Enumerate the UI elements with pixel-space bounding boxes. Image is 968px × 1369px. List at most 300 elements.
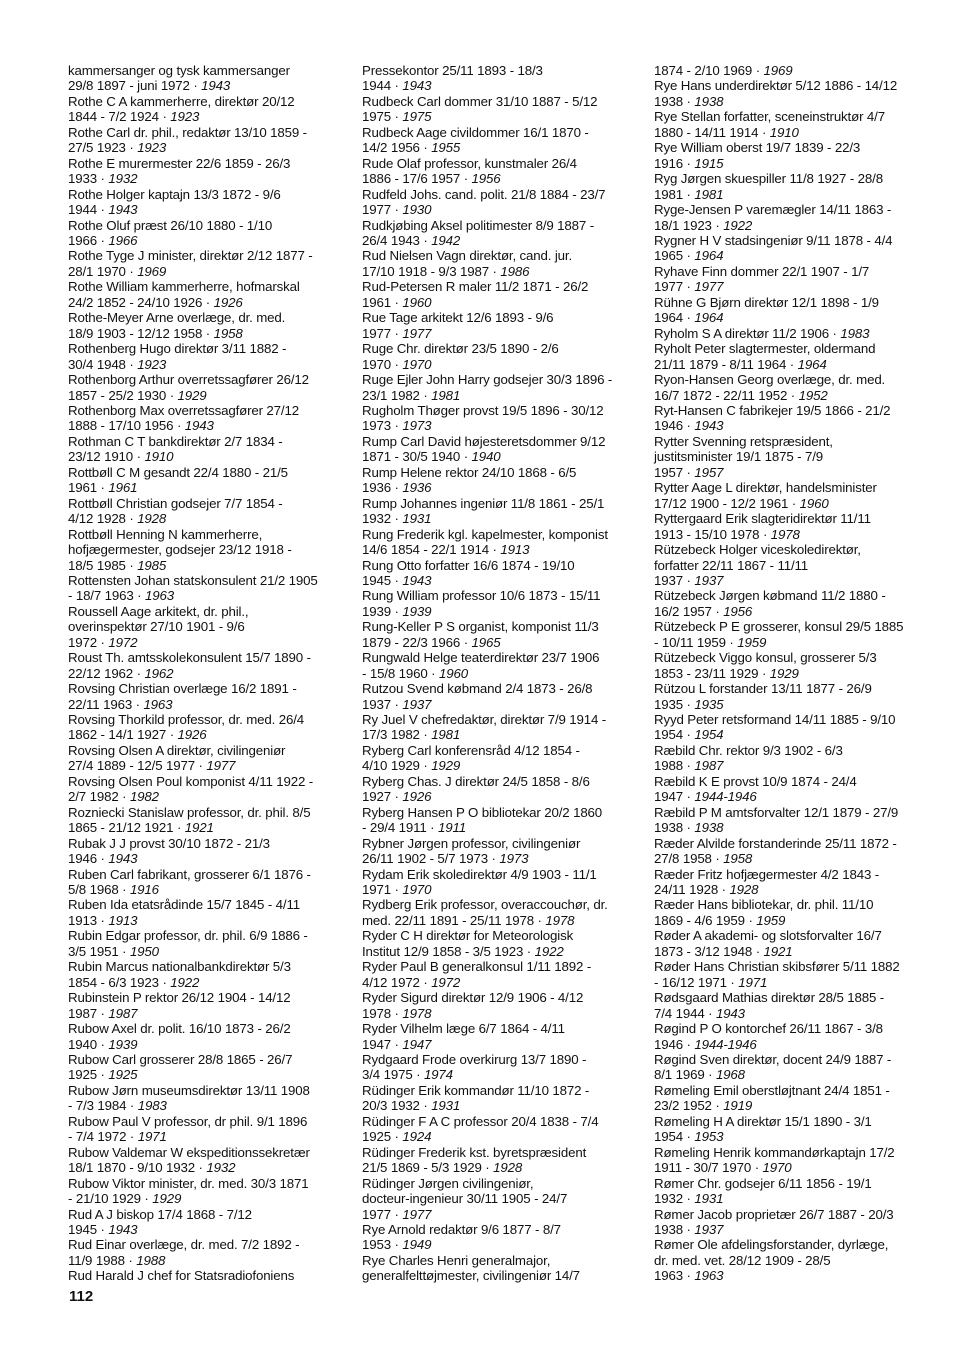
entry-text: Rottbøll Christian godsejer 7/7 1854 - [68,495,283,511]
entry-text: 1873 - 3/12 1948 [654,943,753,959]
column-2 [362,63,644,1284]
entry-line [654,1114,944,1129]
entry-text: 1972 [68,634,97,650]
entry-text: 1886 - 17/6 1957 [362,171,461,187]
entry-year: 1953 [694,1129,724,1145]
entry-text: Rye William oberst 19/7 1839 - 22/3 [654,140,861,156]
register-entry [362,990,644,1021]
entry-line [654,341,944,356]
register-entry [654,341,944,372]
entry-text: Rydgaard Frode overkirurg 13/7 1890 - [362,1052,587,1067]
entry-line: 1961 · 1961 [68,480,138,496]
entry-line: 1935 · 1935 [654,696,724,712]
entry-year: 1931 [694,1191,724,1207]
register-entry [362,527,644,558]
entry-line [654,1021,944,1036]
entry-line: 1947 · 1947 [362,1036,432,1052]
register-entry [68,465,346,496]
entry-line [68,1176,346,1191]
entry-line: 5/8 1968 · 1916 [68,882,159,898]
register-entry [68,1052,346,1083]
register-entry [654,1114,944,1145]
entry-line: 1981 · 1981 [654,186,724,202]
entry-text: 18/1 1870 - 9/10 1932 [68,1160,195,1176]
entry-line: 1938 · 1938 [654,820,724,836]
entry-text: 1946 [654,1036,683,1052]
entry-text: Rützou L forstander 13/11 1877 - 26/9 [654,681,872,697]
entry-text: Rud-Petersen R maler 11/2 1871 - 26/2 [362,279,589,295]
entry-text: Rutzou Svend købmand 2/4 1873 - 26/8 [362,681,593,697]
entry-line [362,125,644,140]
entry-line [68,465,346,480]
entry-line: 1911 - 30/7 1970 · 1970 [654,1160,792,1176]
entry-text: 14/2 1956 [362,140,420,156]
entry-text: Rung-Keller P S organist, komponist 11/3 [362,619,599,635]
entry-text: 29/8 1897 - juni 1972 [68,78,190,94]
entry-text: - 29/4 1911 [362,820,427,836]
entry-year: 1942 [431,232,461,248]
register-entry [654,295,944,326]
register-entry [362,1222,644,1253]
register-entry [68,1114,346,1145]
entry-year: 1977 [206,758,236,774]
register-entry [68,94,346,125]
entry-text: Ræder Alvilde forstanderinde 25/11 1872 - [654,835,897,851]
entry-text: 1911 - 30/7 1970 [654,1160,752,1176]
entry-line: 29/8 1897 - juni 1972 · 1943 [68,78,231,94]
entry-line [362,1176,644,1191]
entry-text: Rützebeck Viggo konsul, grosserer 5/3 [654,650,877,666]
entry-line: 16/7 1872 - 22/11 1952 · 1952 [654,387,828,403]
entry-line [362,1021,644,1036]
entry-line: 1873 - 3/12 1948 · 1921 [654,943,793,959]
entry-line [654,295,944,310]
entry-line: 1936 · 1936 [362,480,432,496]
entry-line [68,542,346,557]
register-entry [362,496,644,527]
entry-line [362,1222,644,1237]
entry-line: 1913 · 1913 [68,912,138,928]
entry-line: 1888 - 17/10 1956 · 1943 [68,418,214,434]
entry-text: 3/4 1975 [362,1067,413,1083]
entry-year: 1970 [402,356,432,372]
entry-text: Ræbild K E provst 10/9 1874 - 24/4 [654,773,857,789]
register-entry [362,156,644,187]
entry-line [68,1021,346,1036]
register-entry [654,511,944,542]
entry-year: 1929 [177,387,207,403]
register-entry [68,1083,346,1114]
entry-text: Ryge-Jensen P varemægler 14/11 1863 - [654,202,892,218]
entry-text: Rothe Holger kaptajn 13/3 1872 - 9/6 [68,186,281,202]
entry-year: 1938 [694,93,724,109]
entry-line [68,867,346,882]
register-entry [68,1021,346,1052]
entry-text: Rützebeck Jørgen købmand 11/2 1880 - [654,588,886,604]
entry-year: 1981 [694,186,724,202]
entry-year: 1928 [137,511,167,527]
register-entry [654,63,944,78]
entry-text: 1945 [68,1221,97,1237]
entry-line: 30/4 1948 · 1923 [68,356,167,372]
entry-year: 1939 [108,1036,138,1052]
entry-year: 1988 [136,1252,166,1268]
register-entry [362,774,644,805]
entry-text: 21/11 1879 - 8/11 1964 [654,356,787,372]
entry-text: Rud Einar overlæge, dr. med. 7/2 1892 - [68,1237,300,1253]
entry-year: 1977 [694,279,724,295]
entry-line: 26/11 1902 - 5/7 1973 · 1973 [362,851,529,867]
entry-line: 1973 · 1973 [362,418,432,434]
entry-text: Ryder Paul B generalkonsul 1/11 1892 - [362,959,592,975]
entry-line: 27/5 1923 · 1923 [68,140,167,156]
entry-year: 1910 [144,449,174,465]
entry-text: 22/11 1963 [68,696,133,712]
entry-line [68,403,346,418]
entry-line [68,619,346,634]
entry-line: 1978 · 1978 [362,1005,432,1021]
entry-line [68,1083,346,1098]
entry-line [68,156,346,171]
entry-line [362,712,644,727]
entry-line: 1927 · 1926 [362,789,432,805]
entry-year: 1943 [108,1221,138,1237]
register-entry [654,1021,944,1052]
entry-line: 1972 · 1972 [68,634,138,650]
entry-text: 1981 [654,186,683,202]
entry-text: Ryyd Peter retsformand 14/11 1885 - 9/10 [654,712,896,728]
register-entry [654,326,944,341]
entry-text: 1965 [654,248,683,264]
entry-text: Rothenberg Hugo direktør 3/11 1882 - [68,341,287,357]
register-entry [68,650,346,681]
entry-text: 24/11 1928 [654,882,719,898]
entry-year: 1928 [493,1160,523,1176]
entry-text: Ryttergaard Erik slagteridirektør 11/11 [654,511,871,527]
register-entry [654,403,944,434]
entry-text: 1937 [362,696,391,712]
entry-line: 1966 · 1966 [68,232,138,248]
entry-line: 1946 · 1943 [654,418,724,434]
register-entry [362,1114,644,1145]
entry-text: 27/5 1923 [68,140,126,156]
register-entry [654,78,944,109]
entry-text: Ruben Carl fabrikant, grosserer 6/1 1876 - [68,866,311,882]
entry-year: 1987 [108,1005,138,1021]
entry-line [362,1253,644,1268]
entry-text: 1954 [654,1129,683,1145]
register-entry [68,990,346,1021]
entry-line: - 7/3 1984 · 1983 [68,1098,167,1114]
entry-line [362,897,644,912]
entry-line [68,1114,346,1129]
entry-year: 1949 [402,1237,432,1253]
entry-line [654,990,944,1005]
entry-year: 1925 [108,1067,138,1083]
entry-text: 1854 - 6/3 1923 [68,974,159,990]
entry-text: 1973 [362,418,391,434]
register-entry [68,279,346,310]
entry-line [362,1191,644,1206]
entry-year: 1943 [402,572,432,588]
entry-text: 1978 [362,1005,391,1021]
entry-line [68,248,346,263]
entry-line [654,1145,944,1160]
entry-line: 1939 · 1939 [362,603,432,619]
entry-text: 1927 [362,789,391,805]
register-entry [654,140,944,171]
register-entry [654,743,944,774]
entry-line: 1945 · 1943 [362,572,432,588]
entry-line: 1940 · 1939 [68,1036,138,1052]
entry-text: Ryder Sigurd direktør 12/9 1906 - 4/12 [362,990,584,1006]
entry-text: 30/4 1948 [68,356,126,372]
entry-line [654,805,944,820]
entry-text: 27/4 1889 - 12/5 1977 [68,758,195,774]
entry-line [68,1052,346,1067]
entry-text: Ræder Hans bibliotekar, dr. phil. 11/10 [654,897,874,913]
register-entry [654,650,944,681]
entry-line: 23/12 1910 · 1910 [68,449,174,465]
entry-text: Ryberg Hansen P O bibliotekar 20/2 1860 [362,804,603,820]
entry-text: dr. med. vet. 28/12 1909 - 28/5 [654,1252,831,1268]
entry-text: Ryhave Finn dommer 22/1 1907 - 1/7 [654,263,870,279]
entry-text: Ruge Ejler John Harry godsejer 30/3 1896 - [362,372,613,388]
entry-text: Rung Otto forfatter 16/6 1874 - 19/10 [362,557,575,573]
entry-text: Ryder C H direktør for Meteorologisk [362,928,574,944]
entry-line [362,403,644,418]
register-entry [68,156,346,187]
entry-year: 1956 [471,171,501,187]
entry-year: 1965 [471,634,501,650]
entry-line [362,681,644,696]
entry-text: - 21/10 1929 [68,1191,141,1207]
register-entry [654,109,944,140]
entry-text: Rozniecki Stanislaw professor, dr. phil. 8/5 [68,804,311,820]
entry-line: 1946 · 1944-1946 [654,1036,757,1052]
register-entry [362,836,644,867]
entry-line [654,233,944,248]
entry-line: 3/5 1951 · 1950 [68,943,159,959]
entry-text: Rubow Jørn museumsdirektør 13/11 1908 [68,1082,310,1098]
entry-line: 1988 · 1987 [654,758,724,774]
entry-text: Ryder Vilhelm læge 6/7 1864 - 4/11 [362,1021,565,1037]
entry-line: 1954 · 1953 [654,1129,724,1145]
entry-text: Rubow Carl grosserer 28/8 1865 - 26/7 [68,1052,293,1067]
entry-text: 1961 [68,480,97,496]
entry-year: 1960 [402,294,432,310]
entry-text: 1977 [362,202,391,218]
entry-year: 1923 [137,140,167,156]
entry-line: 1945 · 1943 [68,1221,138,1237]
entry-year: 1974 [423,1067,453,1083]
entry-text: 1935 [654,696,683,712]
entry-text: Rud Harald J chef for Statsradiofoniens [68,1268,295,1284]
entry-text: 1853 - 23/11 1929 [654,665,759,681]
entry-text: 26/11 1902 - 5/7 1973 [362,851,488,867]
register-entry [362,558,644,589]
entry-line [68,310,346,325]
entry-line: 18/5 1985 · 1985 [68,557,167,573]
entry-line [654,1253,944,1268]
entry-year: 1922 [723,217,753,233]
entry-year: 1963 [145,588,174,604]
entry-text: Rung William professor 10/6 1873 - 15/11 [362,588,601,604]
register-entry [362,187,644,218]
entry-text: - 18/7 1963 [68,588,134,604]
register-entry [68,310,346,341]
entry-line: 1880 - 14/11 1914 · 1910 [654,124,799,140]
entry-text: Ryberg Carl konferensråd 4/12 1854 - [362,742,580,758]
entry-line [362,558,644,573]
entry-text: generalfelttøjmester, civilingeniør 14/7 [362,1268,580,1284]
entry-line: 1854 - 6/3 1923 · 1922 [68,974,200,990]
entry-text: 1865 - 21/12 1921 [68,820,174,836]
register-entry [654,897,944,928]
entry-line: 14/2 1956 · 1955 [362,140,461,156]
entry-line [68,1207,346,1222]
entry-line [654,449,944,464]
entry-line: 18/1 1870 - 9/10 1932 · 1932 [68,1160,236,1176]
entry-line: 24/2 1852 - 24/10 1926 · 1926 [68,294,243,310]
entry-line: 23/1 1982 · 1981 [362,387,461,403]
entry-line [362,1052,644,1067]
entry-line: 18/1 1923 · 1922 [654,217,753,233]
register-entry [362,897,644,928]
entry-line: 4/12 1972 · 1972 [362,974,461,990]
entry-year: 1964 [797,356,827,372]
entry-line: 1977 · 1977 [362,1206,432,1222]
entry-line: 16/2 1957 · 1956 [654,603,753,619]
entry-text: 1964 [654,310,683,326]
register-entry [362,94,644,125]
entry-text: 1933 [68,171,97,187]
entry-text: Rye Arnold redaktør 9/6 1877 - 8/7 [362,1221,561,1237]
entry-text: Rüdinger F A C professor 20/4 1838 - 7/4 [362,1113,599,1129]
entry-text: Rovsing Olsen A direktør, civilingeniør [68,742,286,758]
entry-text: Rye Stellan forfatter, sceneinstruktør 4/7 [654,109,885,125]
entry-text: Ryholt Peter slagtermester, oldermand [654,341,876,357]
entry-year: 1978 [402,1005,432,1021]
entry-line [362,248,644,263]
entry-line: 21/5 1869 - 5/3 1929 · 1928 [362,1160,523,1176]
entry-text: 1947 [362,1036,391,1052]
register-entry [654,372,944,403]
entry-year: 1950 [129,943,159,959]
register-entry [68,1176,346,1207]
entry-year: 1931 [431,1098,461,1114]
entry-text: 18/9 1903 - 12/12 1958 [68,325,203,341]
register-entry [68,496,346,527]
register-entry [362,465,644,496]
entry-year: 1971 [137,1129,167,1145]
entry-line: 1944 · 1943 [362,78,432,94]
entry-line: 1944 · 1943 [68,202,138,218]
entry-year: 1943 [694,418,724,434]
entry-year: 1943 [184,418,214,434]
entry-line [362,867,644,882]
register-entry [654,836,944,867]
entry-line: 26/4 1943 · 1942 [362,232,461,248]
entry-text: 17/3 1982 [362,727,420,743]
register-entry [654,1207,944,1238]
entry-year: 1961 [108,480,138,496]
register-entry [654,805,944,836]
entry-text: Rothenborg Max overretssagfører 27/12 [68,402,299,418]
register-entry [68,743,346,774]
entry-line: - 16/12 1971 · 1971 [654,974,768,990]
entry-text: Rytter Aage L direktør, handelsminister [654,480,877,496]
entry-text: 1879 - 22/3 1966 [362,634,461,650]
entry-line: 1933 · 1932 [68,171,138,187]
entry-text: overinspektør 27/10 1901 - 9/6 [68,619,245,635]
entry-year: 1968 [715,1067,745,1083]
entry-text: 28/1 1970 [68,263,126,279]
entry-text: Ry Juel V chefredaktør, direktør 7/9 1914 - [362,712,607,728]
entry-year: 1983 [137,1098,167,1114]
register-entry [362,248,644,279]
entry-year: 1910 [769,124,799,140]
entry-line [362,1145,644,1160]
register-entry [654,434,944,480]
entry-year: 1924 [402,1129,432,1145]
entry-line: 1853 - 23/11 1929 · 1929 [654,665,799,681]
register-entry [654,712,944,743]
entry-line: 2/7 1982 · 1982 [68,789,159,805]
entry-text: Rudbeck Aage civildommer 16/1 1870 - [362,124,589,140]
entry-text: 18/1 1923 [654,217,712,233]
entry-text: Rüdinger Frederik kst. byretspræsident [362,1144,587,1160]
entry-year: 1958 [213,325,243,341]
entry-text: Rømeling Henrik kommandørkaptajn 17/2 [654,1144,895,1160]
entry-text: Rue Tage arkitekt 12/6 1893 - 9/6 [362,310,554,326]
entry-line [654,372,944,387]
entry-text: Rump Helene rektor 24/10 1868 - 6/5 [362,464,577,480]
entry-text: Rubow Viktor minister, dr. med. 30/3 1871 [68,1175,309,1191]
entry-line [68,805,346,820]
entry-year: 1958 [723,851,753,867]
entry-text: 8/1 1969 [654,1067,705,1083]
register-entry [654,1083,944,1114]
entry-text: Rung Frederik kgl. kapelmester, komponist [362,526,608,542]
entry-text: 1869 - 4/6 1959 [654,912,745,928]
entry-text: 1970 [362,356,391,372]
entry-line: 17/12 1900 - 12/2 1961 · 1960 [654,495,829,511]
entry-text: 1925 [362,1129,391,1145]
entry-line: 1886 - 17/6 1957 · 1956 [362,171,501,187]
entry-line [68,836,346,851]
entry-text: 1975 [362,109,391,125]
entry-line [654,743,944,758]
entry-year: 1987 [694,758,724,774]
entry-year: 1943 [108,851,138,867]
register-entry [362,712,644,743]
entry-text: 1944 [68,202,97,218]
entry-line: 1857 - 25/2 1930 · 1929 [68,387,207,403]
entry-line: - 10/11 1959 · 1959 [654,634,767,650]
entry-text: 5/8 1968 [68,882,119,898]
entry-year: 1936 [402,480,432,496]
register-entry [68,372,346,403]
entry-text: 1971 [362,882,391,898]
entry-text: Rüdinger Erik kommandør 11/10 1872 - [362,1082,590,1098]
entry-year: 1932 [108,171,138,187]
entry-year: 1954 [694,727,724,743]
register-entry [362,650,644,681]
entry-text: 1888 - 17/10 1956 [68,418,174,434]
entry-line: Institut 12/9 1858 - 3/5 1923 · 1922 [362,943,564,959]
register-entry [654,619,944,650]
